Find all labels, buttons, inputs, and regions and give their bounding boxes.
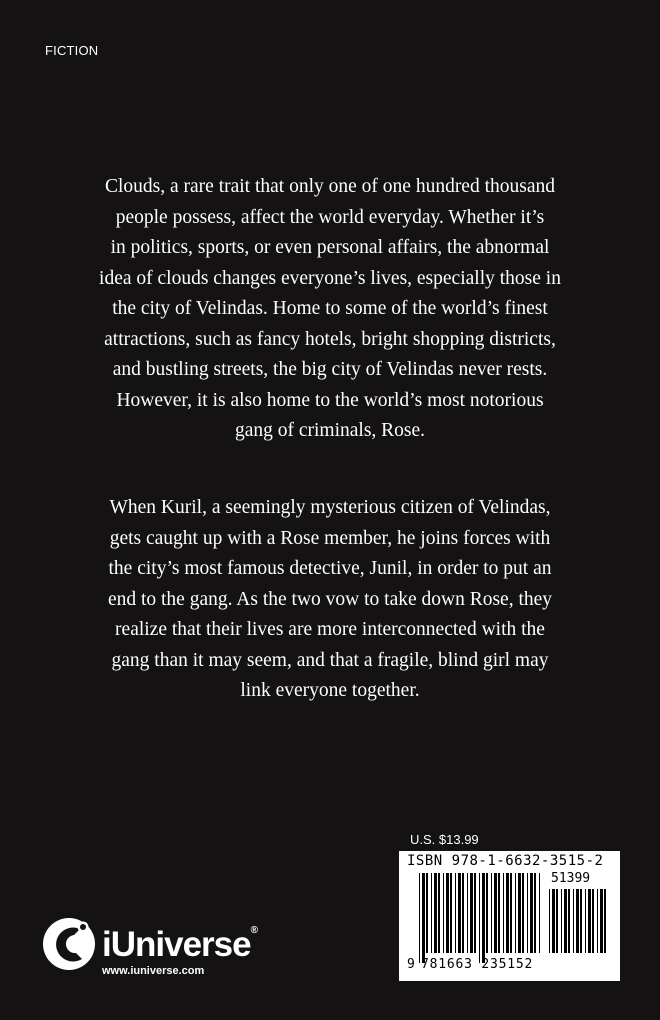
barcode-bar [438, 873, 440, 953]
blurb-line: When Kuril, a seemingly mysterious citizen of Velindas, [109, 497, 551, 518]
barcode-bar [422, 873, 425, 963]
iuniverse-logo-icon [42, 915, 102, 977]
blurb-line: However, it is also home to the world’s most notorious [116, 389, 544, 411]
barcode-bar [446, 873, 449, 953]
genre-label: FICTION [45, 43, 99, 58]
barcode-bar [556, 889, 558, 953]
barcode-bar [431, 873, 432, 953]
barcode-bar [527, 873, 528, 953]
barcode-bar [600, 889, 603, 953]
barcode-bar [486, 873, 488, 953]
barcode-bar [498, 873, 500, 953]
blurb-line: realize that their lives are more interconnected with the [115, 619, 545, 640]
barcode-bar [467, 873, 468, 953]
barcode-bar [491, 873, 492, 953]
ean-barcode-bars [419, 873, 544, 963]
blurb-line: Clouds, a rare trait that only one of one hundred thousand [104, 176, 555, 197]
publisher-logo [42, 915, 292, 985]
blurb-paragraph-2 [60, 493, 600, 707]
barcode-bar [470, 873, 473, 953]
registered-mark: ® [250, 925, 258, 936]
barcode-bar [604, 889, 606, 953]
blurb-line: people possess, affect the world everyday. Whether it’s [115, 206, 545, 228]
barcode-bar [592, 889, 594, 953]
price-label: U.S. $13.99 [410, 832, 479, 847]
barcode-bar [549, 889, 550, 953]
publisher-name-text: iUniverse [102, 925, 251, 964]
addon-barcode-bars [549, 889, 611, 963]
isbn-barcode [399, 851, 620, 981]
barcode-bar [426, 873, 428, 953]
blurb-paragraph-1 [60, 172, 600, 447]
blurb-line: gang than it may seem, and that a fragile, blind girl may [111, 649, 549, 671]
barcode-bar [561, 889, 562, 953]
barcode-bar [568, 889, 570, 953]
ean-digits: 781663 235152 [421, 957, 534, 972]
barcode-bar [576, 889, 579, 953]
isbn-label: ISBN 978-1-6632-3515-2 [407, 853, 604, 869]
barcode-bar [455, 873, 456, 953]
barcode-bar [552, 889, 555, 953]
blurb-line: and bustling streets, the big city of Velindas never rests. [112, 359, 548, 380]
barcode-bar [534, 873, 536, 953]
addon-price-code: 51399 [551, 871, 591, 886]
publisher-url: www.iuniverse.com [102, 965, 205, 977]
barcode-bar [585, 889, 586, 953]
barcode-bar [479, 873, 480, 963]
publisher-name [102, 925, 258, 965]
barcode-bar [530, 873, 533, 953]
blurb-line: attractions, such as fancy hotels, bright shopping districts, [104, 328, 556, 350]
barcode-bar [450, 873, 452, 953]
blurb-line: link everyone together. [240, 680, 420, 701]
barcode-bar [573, 889, 574, 953]
barcode-bar [522, 873, 524, 953]
blurb-line: in politics, sports, or even personal affairs, the abnormal [110, 237, 550, 258]
blurb-line: the city’s most famous detective, Junil, in order to put an [108, 558, 552, 579]
barcode-bar [482, 873, 485, 963]
barcode-bar [503, 873, 504, 953]
barcode-bar [539, 873, 540, 953]
barcode-bar [494, 873, 497, 953]
ean-first-digit: 9 [407, 957, 415, 972]
blurb-line: gets caught up with a Rose member, he joins forces with [109, 527, 551, 549]
barcode-bar [510, 873, 512, 953]
blurb-line: the city of Velindas. Home to some of the world’s finest [112, 298, 548, 319]
barcode-bar [434, 873, 437, 953]
barcode-bar [443, 873, 444, 953]
blurb-line: idea of clouds changes everyone’s lives, especially those in [99, 267, 561, 289]
blurb-line: end to the gang. As the two vow to take down Rose, they [107, 588, 553, 610]
barcode-bar [518, 873, 521, 953]
blurb-line: gang of criminals, Rose. [234, 420, 426, 441]
barcode-bar [506, 873, 509, 953]
barcode-bar [474, 873, 476, 953]
barcode-bar [515, 873, 516, 953]
barcode-bar [597, 889, 598, 953]
barcode-bar [462, 873, 464, 953]
barcode-bar [580, 889, 582, 953]
barcode-bar [588, 889, 591, 953]
barcode-bar [458, 873, 461, 953]
barcode-bar [564, 889, 567, 953]
barcode-bar [419, 873, 420, 963]
